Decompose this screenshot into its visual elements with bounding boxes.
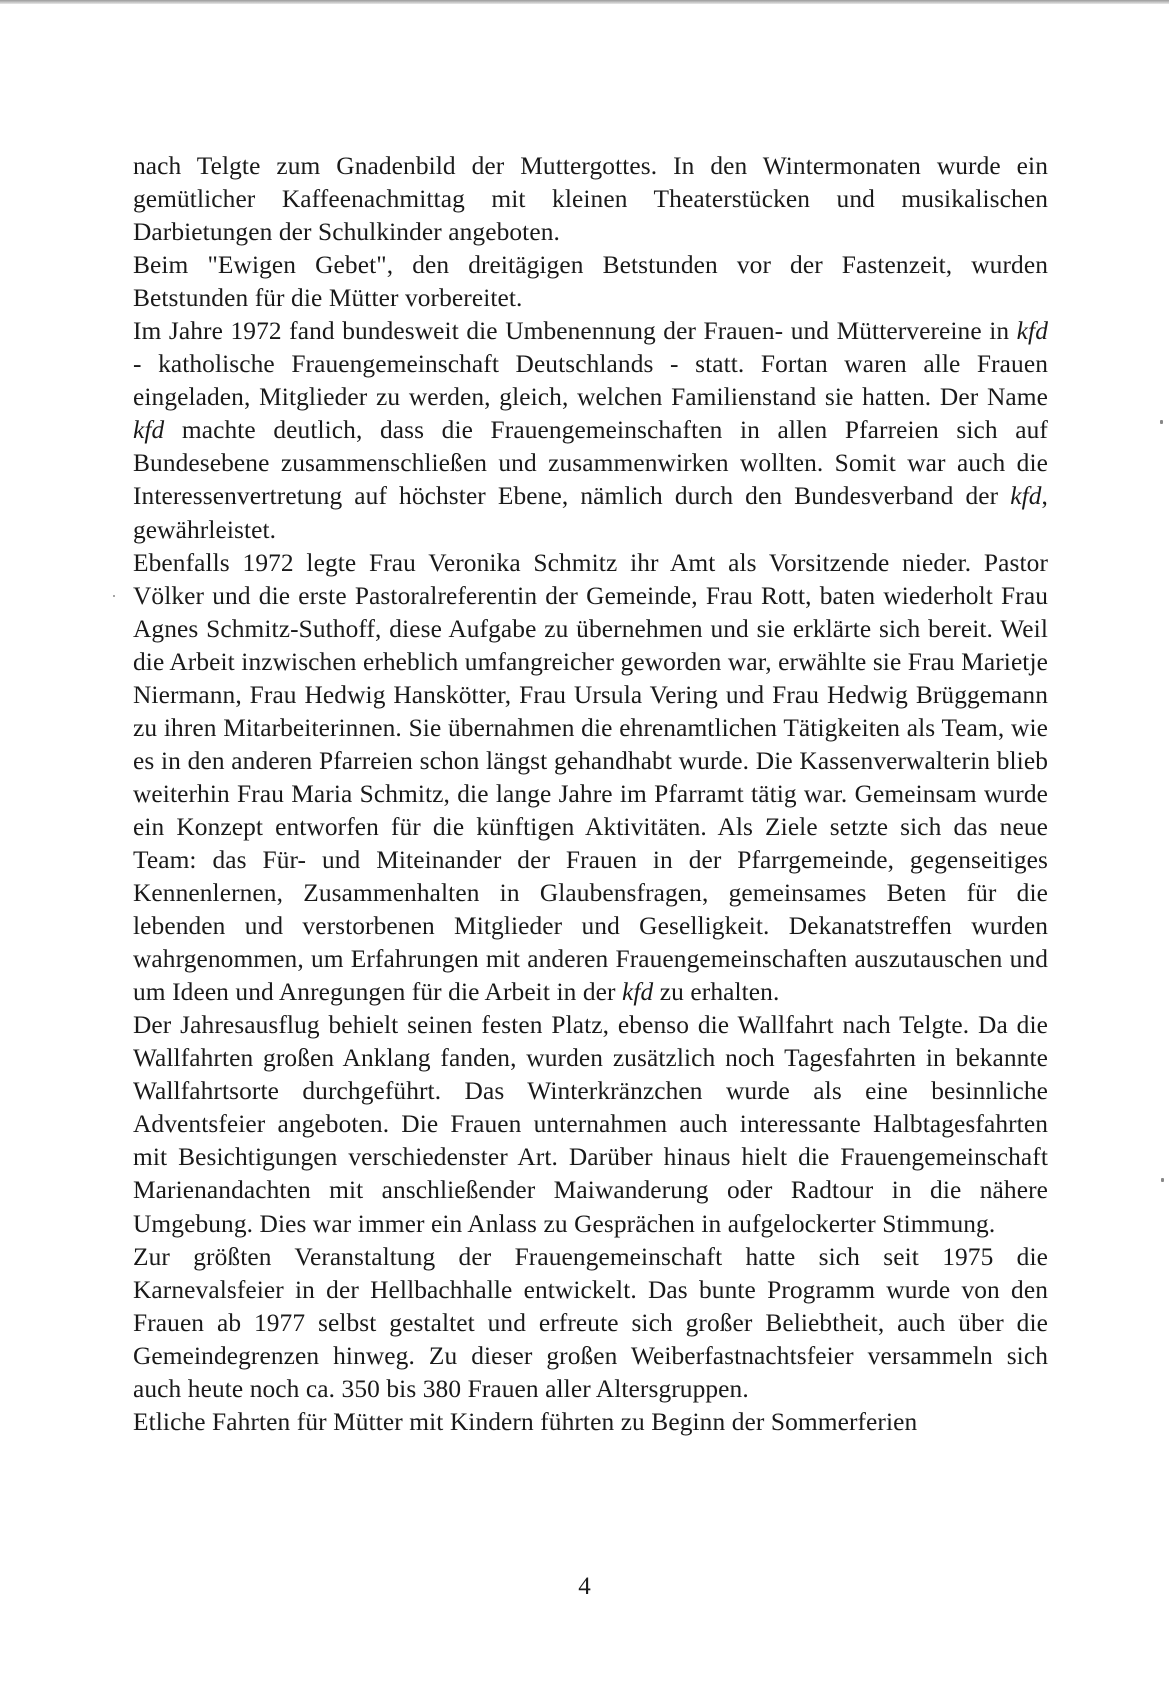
paragraph: Der Jahresausflug behielt seinen festen Platz, ebenso die Wallfahrt nach Telgte. Da die Wallfahrten großen Anklang fanden, wurden zusätzlich noch Tagesfahrten in bekannte Wallfahrtsorte durchgeführt. Das Winterkränzchen wurde als eine besinnliche Adventsfeier angeboten. Die Frauen unternahmen auch interessante Halbtagesfahrten mit Besichtigungen verschiedenster Art. Darüber hinaus hielt die Frauengemeinschaft Marienandachten mit anschließender Maiwanderung oder Radtour in die nähere Umgebung. Dies war immer ein Anlass zu Gesprächen in aufgelockerter Stimmung. (133, 1011, 1048, 1238)
paragraph: nach Telgte zum Gnadenbild der Muttergottes. In den Wintermonaten wurde ein gemütlicher Kaffeenachmittag mit kleinen Theaterstücken und musikalischen Darbietungen der Schulkinder angeboten. (133, 152, 1048, 247)
italic-term: kfd (622, 978, 654, 1007)
scan-speck (113, 595, 115, 597)
paragraph: Ebenfalls 1972 legte Frau Veronika Schmitz ihr Amt als Vorsitzende nieder. Pastor Völker und die erste Pastoralreferentin der Gemeinde, Frau Rott, baten wiederholt Frau Agnes Schmitz-Suthoff, diese Aufgabe zu übernehmen und sie erklärte sich bereit. Weil die Arbeit inzwischen erheblich umfangreicher geworden war, erwählte sie Frau Marietje Niermann, Frau Hedwig Hanskötter, Frau Ursula Vering und Frau Hedwig Brüggemann zu ihren Mitarbeiterinnen. Sie übernahmen die ehrenamtlichen Tätigkeiten als Team, wie es in den anderen Pfarreien schon längst gehandhabt wurde. Die Kassenverwalterin blieb weiterhin Frau Maria Schmitz, die lange Jahre im Pfarramt tätig war. Gemeinsam wurde ein Konzept entworfen für die künftigen Aktivitäten. Als Ziele setzte sich das neue Team: das Für- und Miteinander der Frauen in der Pfarrgemeinde, gegenseitiges Kennenlernen, Zusammenhalten in Glaubensfragen, gemeinsames Beten für die lebenden und verstorbenen Mitglieder und Geselligkeit. Dekanatstreffen wurden wahrgenommen, um Erfahrungen mit anderen Frauengemeinschaften auszutauschen und um Ideen und Anregungen für die Arbeit in der kfd zu erhalten. (133, 548, 1048, 1007)
scan-top-edge (0, 0, 1169, 4)
italic-term: kfd (1016, 317, 1048, 346)
page-body (133, 150, 1048, 1439)
page-number: 4 (578, 1573, 591, 1600)
scan-speck (1161, 1178, 1164, 1182)
paragraph: Etliche Fahrten für Mütter mit Kindern führten zu Beginn der Sommerferien (133, 1407, 918, 1436)
italic-term: kfd (133, 416, 165, 445)
paragraph: Beim "Ewigen Gebet", den dreitägigen Betstunden vor der Fastenzeit, wurden Betstunden für die Mütter vorbereitet. (133, 251, 1048, 313)
paragraph: Im Jahre 1972 fand bundesweit die Umbenennung der Frauen- und Müttervereine in kfd - katholische Frauengemeinschaft Deutschlands - statt. Fortan waren alle Frauen eingeladen, Mitglieder zu werden, gleich, welchen Familienstand sie hatten. Der Name kfd machte deutlich, dass die Frauengemeinschaften in allen Pfarreien sich auf Bundesebene zusammenschließen und zusammenwirken wollten. Somit war auch die Interessenvertretung auf höchster Ebene, nämlich durch den Bundesverband der kfd, gewährleistet. (133, 317, 1048, 544)
paragraph: Zur größten Veranstaltung der Frauengemeinschaft hatte sich seit 1975 die Karnevalsfeier in der Hellbachhalle entwickelt. Das bunte Programm wurde von den Frauen ab 1977 selbst gestaltet und erfreute sich großer Beliebtheit, auch über die Gemeindegrenzen hinweg. Zu dieser großen Weiberfastnachtsfeier versammeln sich auch heute noch ca. 350 bis 380 Frauen aller Altersgruppen. (133, 1242, 1048, 1403)
italic-term: kfd (1010, 482, 1042, 511)
scan-speck (1160, 420, 1163, 424)
